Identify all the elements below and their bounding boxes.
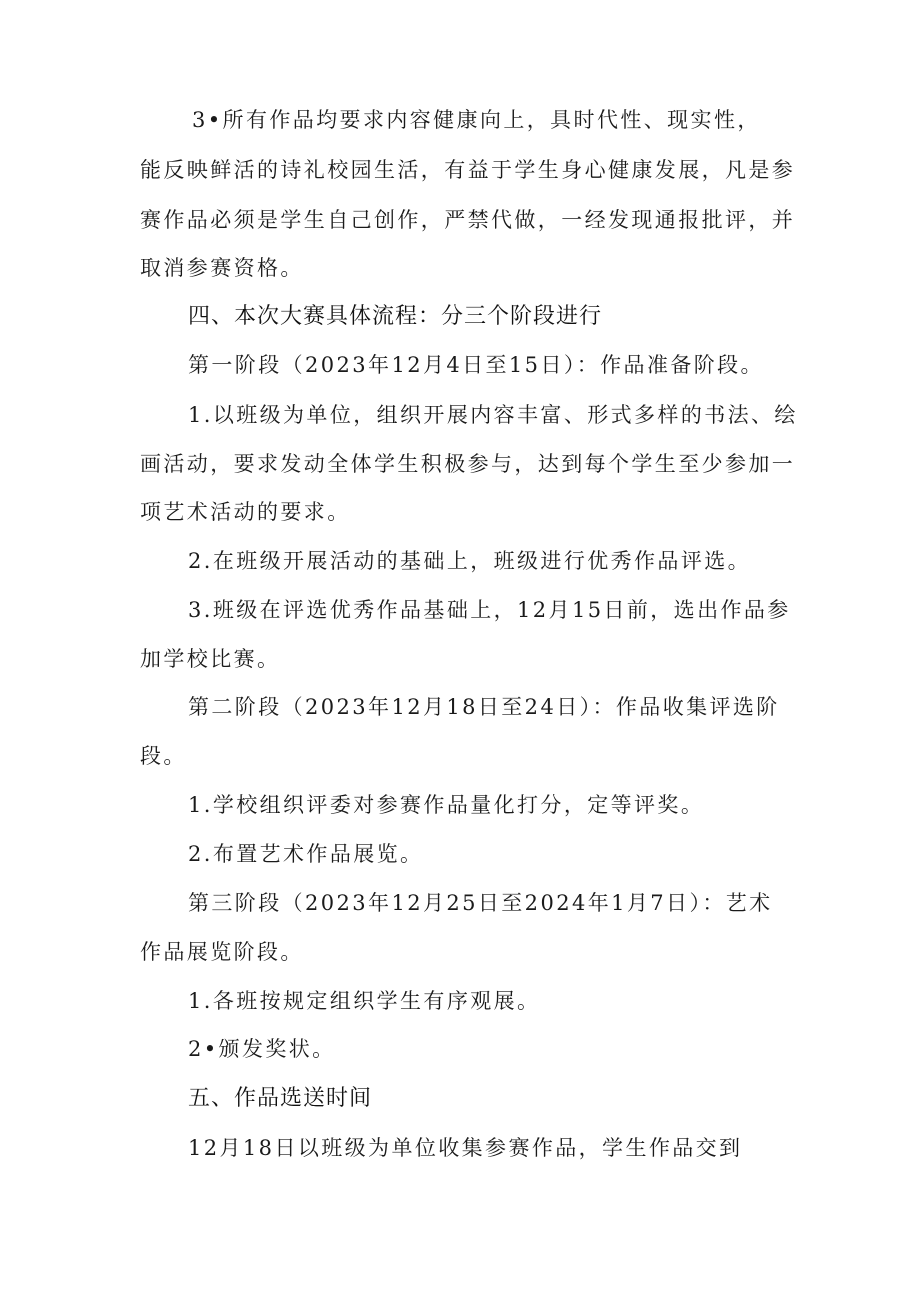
paragraph-line: 3•所有作品均要求内容健康向上，具时代性、现实性， bbox=[192, 108, 761, 132]
section-heading: 五、作品选送时间 bbox=[188, 1086, 373, 1111]
paragraph-line: 2•颁发奖状。 bbox=[188, 1037, 336, 1061]
paragraph-line: 加学校比赛。 bbox=[140, 647, 281, 671]
paragraph-line: 1.各班按规定组织学生有序观展。 bbox=[188, 989, 541, 1013]
paragraph-line: 赛作品必须是学生自己创作，严禁代做，一经发现通报批评，并 bbox=[140, 208, 796, 232]
paragraph-line: 第一阶段（2023年12月4日至15日）：作品准备阶段。 bbox=[188, 353, 764, 377]
paragraph-line: 2.布置艺术作品展览。 bbox=[188, 842, 424, 866]
paragraph-line: 作品展览阶段。 bbox=[140, 940, 304, 964]
paragraph-line: 第二阶段（2023年12月18日至24日）：作品收集评选阶 bbox=[188, 695, 780, 719]
paragraph-line: 第三阶段（2023年12月25日至2024年1月7日）：艺术 bbox=[188, 891, 773, 915]
paragraph-line: 项艺术活动的要求。 bbox=[140, 500, 351, 524]
paragraph-line: 1.学校组织评委对参赛作品量化打分，定等评奖。 bbox=[188, 793, 705, 817]
paragraph-line: 画活动，要求发动全体学生积极参与，达到每个学生至少参加一 bbox=[140, 452, 796, 476]
paragraph-line: 取消参赛资格。 bbox=[140, 256, 304, 280]
paragraph-line: 3.班级在评选优秀作品基础上，12月15日前，选出作品参 bbox=[188, 598, 791, 622]
paragraph-line: 能反映鲜活的诗礼校园生活，有益于学生身心健康发展，凡是参 bbox=[140, 158, 796, 182]
paragraph-line: 段。 bbox=[140, 744, 187, 768]
section-heading: 四、本次大赛具体流程：分三个阶段进行 bbox=[188, 304, 603, 329]
paragraph-line: 2.在班级开展活动的基础上，班级进行优秀作品评选。 bbox=[188, 549, 752, 573]
paragraph-line: 1.以班级为单位，组织开展内容丰富、形式多样的书法、绘 bbox=[188, 403, 798, 427]
paragraph-line: 12月18日以班级为单位收集参赛作品，学生作品交到 bbox=[188, 1136, 743, 1160]
